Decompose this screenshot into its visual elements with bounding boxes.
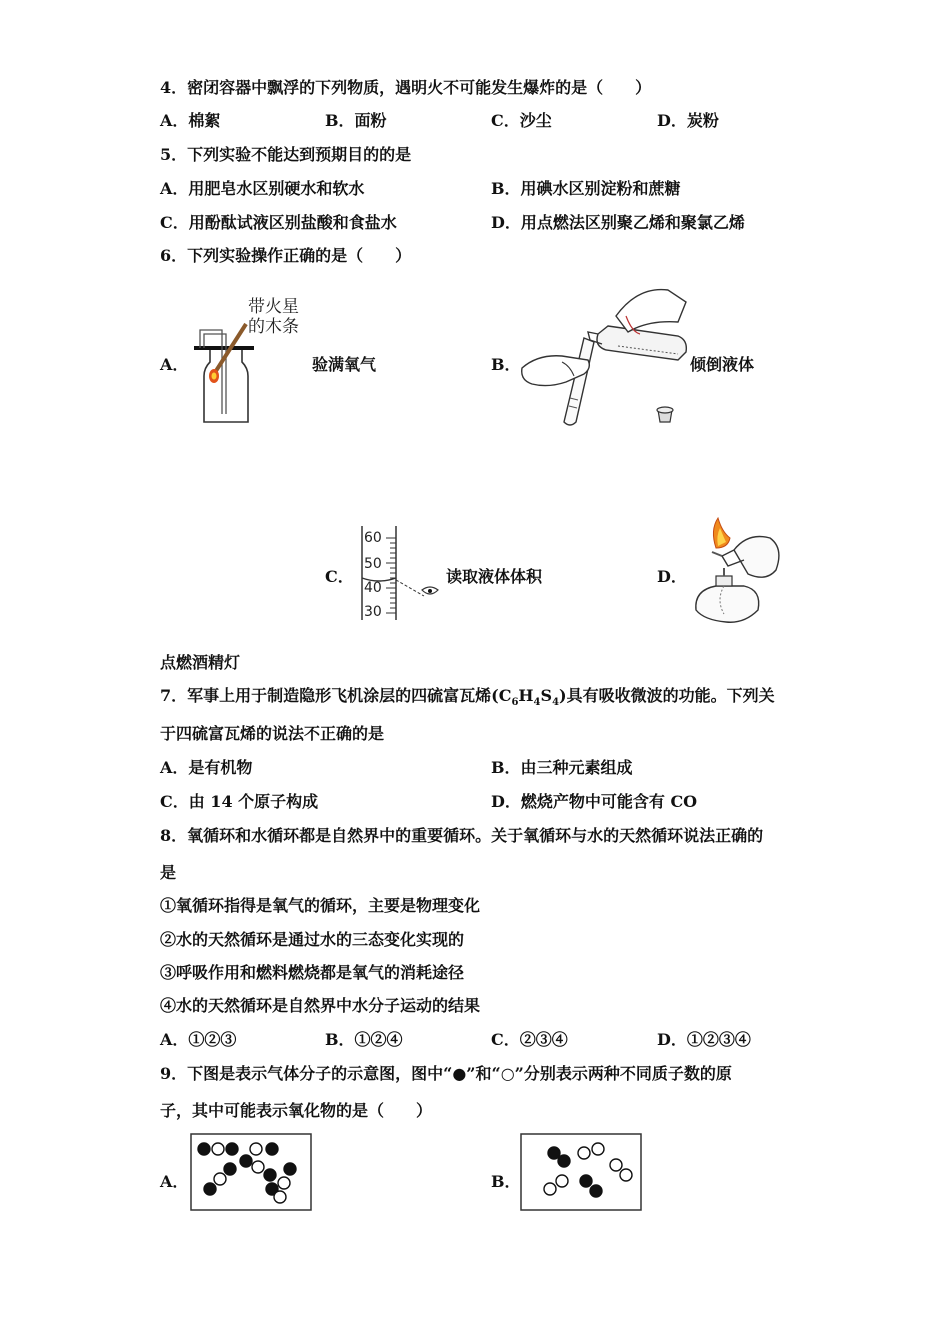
q6-option-b-label: B． (491, 355, 521, 374)
q9-option-b-label: B． (491, 1172, 521, 1191)
oxygen-test-figure (190, 290, 320, 430)
q7-option-d: D．燃烧产物中可能含有 CO (491, 792, 698, 811)
q5-option-c: C．用酚酞试液区别盐酸和食盐水 (160, 213, 397, 232)
q5-option-a: A．用肥皂水区别硬水和软水 (160, 179, 365, 198)
q9-stem-line1: 9．下图是表示气体分子的示意图，图中“●”和“○”分别表示两种不同质子数的原 (160, 1064, 732, 1083)
q9-stem-line2: 子，其中可能表示氧化物的是（ ） (160, 1101, 433, 1120)
cylinder-figure (356, 524, 446, 624)
cylinder-tick-40: 40 (364, 580, 382, 596)
q6-option-a-caption: 验满氧气 (312, 355, 377, 374)
q7-option-c: C．由 14 个原子构成 (160, 792, 319, 811)
alcohol-lamp-figure (686, 516, 786, 628)
q4-option-b: B．面粉 (325, 111, 387, 130)
q6-option-a-label: A． (160, 355, 189, 374)
q6-option-b-caption: 倾倒液体 (690, 355, 755, 374)
cylinder-tick-30: 30 (364, 604, 382, 620)
q8-option-a: A．①②③ (160, 1030, 237, 1049)
molecule-box-b (520, 1133, 642, 1211)
q8-stem-line2: 是 (160, 863, 177, 882)
q6-option-c-label: C． (325, 567, 354, 586)
cylinder-tick-60: 60 (364, 530, 382, 546)
q4-stem: 4．密闭容器中飘浮的下列物质，遇明火不可能发生爆炸的是（ ） (160, 78, 652, 97)
q7-stem-line2: 于四硫富瓦烯的说法不正确的是 (160, 724, 385, 743)
q4-option-a: A．棉絮 (160, 111, 221, 130)
splint-label-1: 带火星 (248, 297, 299, 317)
molecule-box-a (190, 1133, 312, 1211)
q8-statement-3: ③呼吸作用和燃料燃烧都是氧气的消耗途径 (160, 963, 465, 982)
q8-statement-1: ①氧循环指得是氧气的循环，主要是物理变化 (160, 896, 481, 915)
q7-stem-line1: 7．军事上用于制造隐形飞机涂层的四硫富瓦烯$(C_6H_4S_4)$具有吸收微波的功能。下列关 (160, 686, 775, 709)
q6-stem: 6．下列实验操作正确的是（ ） (160, 246, 412, 265)
q8-option-b: B．①②④ (325, 1030, 403, 1049)
q5-option-d: D．用点燃法区别聚乙烯和聚氯乙烯 (491, 213, 745, 232)
cylinder-tick-50: 50 (364, 556, 382, 572)
q8-option-c: C．②③④ (491, 1030, 568, 1049)
q8-stem-line1: 8．氧循环和水循环都是自然界中的重要循环。关于氧循环与水的天然循环说法正确的 (160, 826, 764, 845)
q8-statement-2: ②水的天然循环是通过水的三态变化实现的 (160, 930, 465, 949)
q4-option-c: C．沙尘 (491, 111, 552, 130)
q7-option-a: A．是有机物 (160, 758, 253, 777)
q9-option-a-label: A． (160, 1172, 189, 1191)
q4-option-d: D．炭粉 (657, 111, 719, 130)
q5-option-b: B．用碘水区别淀粉和蔗糖 (491, 179, 681, 198)
pour-liquid-figure (518, 276, 690, 428)
splint-label-2: 的木条 (248, 317, 299, 337)
q6-option-d-caption: 点燃酒精灯 (160, 653, 241, 672)
q6-option-c-caption: 读取液体体积 (446, 567, 543, 586)
q6-option-d-label: D． (657, 567, 687, 586)
q5-stem: 5．下列实验不能达到预期目的的是 (160, 145, 412, 164)
q8-option-d: D．①②③④ (657, 1030, 751, 1049)
q8-statement-4: ④水的天然循环是自然界中水分子运动的结果 (160, 996, 481, 1015)
q7-option-b: B．由三种元素组成 (491, 758, 633, 777)
